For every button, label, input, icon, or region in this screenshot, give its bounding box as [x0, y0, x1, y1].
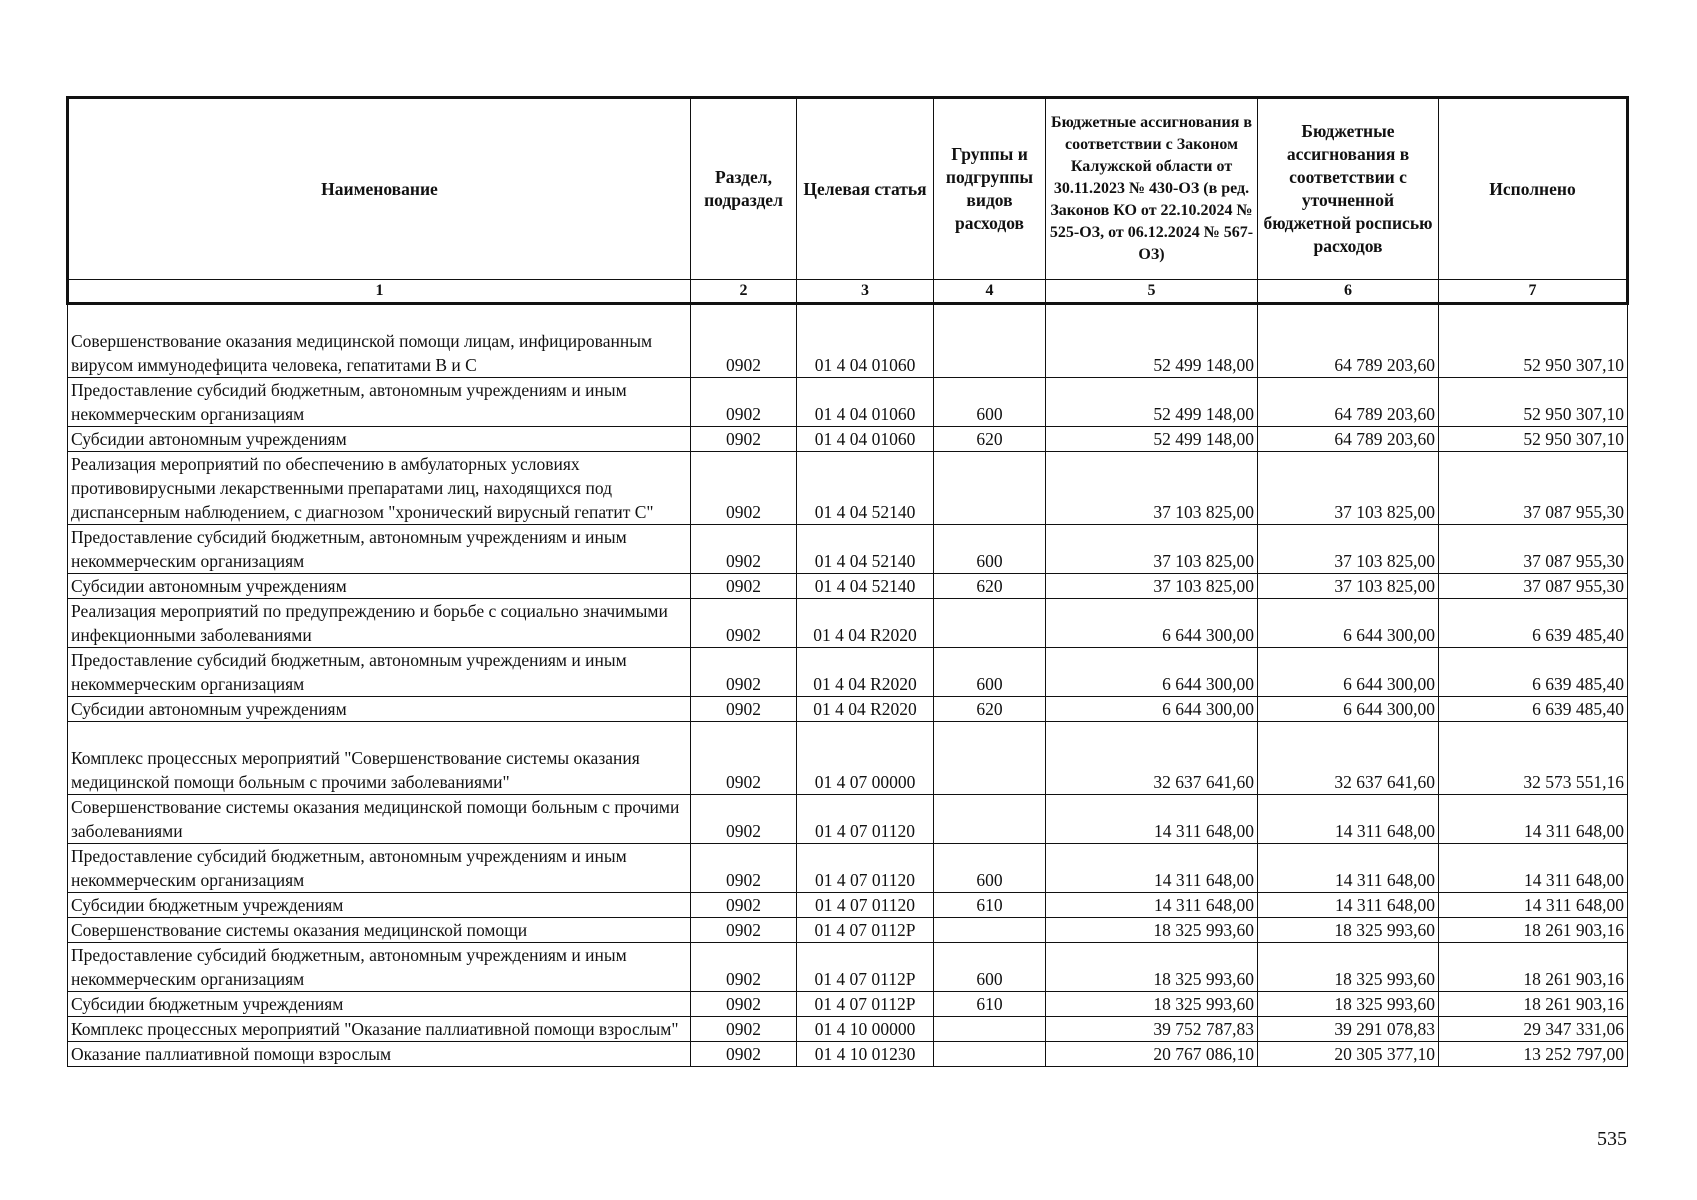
cell-executed: 6 639 485,40: [1439, 697, 1628, 722]
cell-section: 0902: [691, 1042, 797, 1067]
cell-name: Предоставление субсидий бюджетным, автономным учреждениям и иным некоммерческим организациям: [68, 943, 691, 992]
cell-refined-amount: 18 325 993,60: [1258, 943, 1439, 992]
cell-executed: 14 311 648,00: [1439, 795, 1628, 844]
cell-executed: 6 639 485,40: [1439, 599, 1628, 648]
cell-group: 600: [934, 378, 1046, 427]
column-number: 1: [68, 280, 691, 304]
cell-refined-amount: 64 789 203,60: [1258, 304, 1439, 378]
cell-law-amount: 37 103 825,00: [1046, 574, 1258, 599]
cell-section: 0902: [691, 992, 797, 1017]
cell-refined-amount: 37 103 825,00: [1258, 452, 1439, 525]
cell-group: 600: [934, 525, 1046, 574]
cell-section: 0902: [691, 427, 797, 452]
page-number: 535: [1597, 1128, 1627, 1150]
cell-executed: 52 950 307,10: [1439, 378, 1628, 427]
table-row: [68, 574, 1628, 599]
cell-article: 01 4 10 00000: [797, 1017, 934, 1042]
cell-article: 01 4 04 01060: [797, 304, 934, 378]
cell-group: 620: [934, 574, 1046, 599]
cell-refined-amount: 20 305 377,10: [1258, 1042, 1439, 1067]
header-law-amount: Бюджетные ассигнования в соответствии с Законом Калужской области от 30.11.2023 № 430-ОЗ (в ред. Законов КО от 22.10.2024 № 525-ОЗ, от 06.12.2024 № 567-ОЗ): [1046, 98, 1258, 280]
cell-law-amount: 6 644 300,00: [1046, 599, 1258, 648]
table-row: [68, 893, 1628, 918]
cell-group: 600: [934, 648, 1046, 697]
cell-executed: 32 573 551,16: [1439, 722, 1628, 795]
cell-law-amount: 32 637 641,60: [1046, 722, 1258, 795]
cell-law-amount: 14 311 648,00: [1046, 844, 1258, 893]
cell-refined-amount: 14 311 648,00: [1258, 893, 1439, 918]
cell-article: 01 4 04 R2020: [797, 697, 934, 722]
cell-section: 0902: [691, 452, 797, 525]
cell-section: 0902: [691, 525, 797, 574]
column-number: 5: [1046, 280, 1258, 304]
cell-article: 01 4 07 01120: [797, 795, 934, 844]
header-section: Раздел, подраздел: [691, 98, 797, 280]
cell-article: 01 4 07 0112Р: [797, 943, 934, 992]
cell-law-amount: 18 325 993,60: [1046, 918, 1258, 943]
cell-name: Субсидии бюджетным учреждениям: [68, 992, 691, 1017]
cell-section: 0902: [691, 1017, 797, 1042]
cell-name: Предоставление субсидий бюджетным, автономным учреждениям и иным некоммерческим организациям: [68, 844, 691, 893]
cell-name: Предоставление субсидий бюджетным, автономным учреждениям и иным некоммерческим организациям: [68, 648, 691, 697]
cell-law-amount: 6 644 300,00: [1046, 697, 1258, 722]
cell-law-amount: 14 311 648,00: [1046, 795, 1258, 844]
cell-name: Реализация мероприятий по обеспечению в амбулаторных условиях противовирусными лекарственными препаратами лиц, находящихся под диспансерным наблюдением, с диагнозом "хронический вирусный гепатит С": [68, 452, 691, 525]
cell-section: 0902: [691, 599, 797, 648]
cell-law-amount: 52 499 148,00: [1046, 378, 1258, 427]
table-row: [68, 378, 1628, 427]
header-group: Группы и подгруппы видов расходов: [934, 98, 1046, 280]
cell-executed: 52 950 307,10: [1439, 304, 1628, 378]
table-row: [68, 795, 1628, 844]
cell-law-amount: 20 767 086,10: [1046, 1042, 1258, 1067]
cell-article: 01 4 04 01060: [797, 378, 934, 427]
cell-refined-amount: 14 311 648,00: [1258, 844, 1439, 893]
cell-article: 01 4 04 R2020: [797, 648, 934, 697]
cell-refined-amount: 37 103 825,00: [1258, 574, 1439, 599]
cell-refined-amount: 14 311 648,00: [1258, 795, 1439, 844]
cell-group: 610: [934, 992, 1046, 1017]
cell-refined-amount: 37 103 825,00: [1258, 525, 1439, 574]
cell-name: Комплекс процессных мероприятий "Оказание паллиативной помощи взрослым": [68, 1017, 691, 1042]
cell-executed: 14 311 648,00: [1439, 893, 1628, 918]
cell-section: 0902: [691, 304, 797, 378]
cell-executed: 37 087 955,30: [1439, 452, 1628, 525]
cell-article: 01 4 04 52140: [797, 574, 934, 599]
cell-refined-amount: 64 789 203,60: [1258, 378, 1439, 427]
cell-group: [934, 722, 1046, 795]
cell-article: 01 4 04 52140: [797, 525, 934, 574]
cell-executed: 14 311 648,00: [1439, 844, 1628, 893]
table-row: [68, 943, 1628, 992]
cell-section: 0902: [691, 918, 797, 943]
cell-group: [934, 304, 1046, 378]
cell-law-amount: 52 499 148,00: [1046, 427, 1258, 452]
table-row: [68, 697, 1628, 722]
cell-article: 01 4 10 01230: [797, 1042, 934, 1067]
table-row: [68, 844, 1628, 893]
header-refined-amount: Бюджетные ассигнования в соответствии с уточненной бюджетной росписью расходов: [1258, 98, 1439, 280]
table-row: [68, 1042, 1628, 1067]
cell-name: Предоставление субсидий бюджетным, автономным учреждениям и иным некоммерческим организациям: [68, 378, 691, 427]
cell-executed: 52 950 307,10: [1439, 427, 1628, 452]
cell-law-amount: 18 325 993,60: [1046, 992, 1258, 1017]
table-row: [68, 1017, 1628, 1042]
cell-law-amount: 39 752 787,83: [1046, 1017, 1258, 1042]
cell-group: [934, 452, 1046, 525]
cell-refined-amount: 18 325 993,60: [1258, 992, 1439, 1017]
cell-article: 01 4 04 52140: [797, 452, 934, 525]
header-row: [68, 98, 1628, 280]
cell-name: Реализация мероприятий по предупреждению и борьбе с социально значимыми инфекционными заболеваниями: [68, 599, 691, 648]
cell-article: 01 4 04 R2020: [797, 599, 934, 648]
cell-executed: 6 639 485,40: [1439, 648, 1628, 697]
column-number-row: [68, 280, 1628, 304]
cell-law-amount: 37 103 825,00: [1046, 452, 1258, 525]
table-body: [68, 304, 1628, 1067]
cell-section: 0902: [691, 795, 797, 844]
cell-refined-amount: 64 789 203,60: [1258, 427, 1439, 452]
table-row: [68, 427, 1628, 452]
column-number: 7: [1439, 280, 1628, 304]
cell-group: 600: [934, 844, 1046, 893]
cell-article: 01 4 07 0112Р: [797, 992, 934, 1017]
cell-section: 0902: [691, 943, 797, 992]
cell-section: 0902: [691, 697, 797, 722]
cell-name: Совершенствование оказания медицинской помощи лицам, инфицированным вирусом иммунодефицита человека, гепатитами В и С: [68, 304, 691, 378]
cell-law-amount: 18 325 993,60: [1046, 943, 1258, 992]
header-name: Наименование: [68, 98, 691, 280]
cell-refined-amount: 18 325 993,60: [1258, 918, 1439, 943]
cell-law-amount: 6 644 300,00: [1046, 648, 1258, 697]
cell-name: Оказание паллиативной помощи взрослым: [68, 1042, 691, 1067]
cell-executed: 37 087 955,30: [1439, 574, 1628, 599]
table-row: [68, 599, 1628, 648]
cell-group: 620: [934, 697, 1046, 722]
cell-group: [934, 599, 1046, 648]
cell-executed: 13 252 797,00: [1439, 1042, 1628, 1067]
cell-name: Субсидии автономным учреждениям: [68, 697, 691, 722]
cell-executed: 37 087 955,30: [1439, 525, 1628, 574]
cell-section: 0902: [691, 378, 797, 427]
cell-name: Совершенствование системы оказания медицинской помощи больным с прочими заболеваниями: [68, 795, 691, 844]
cell-group: [934, 795, 1046, 844]
cell-group: [934, 918, 1046, 943]
cell-section: 0902: [691, 893, 797, 918]
cell-executed: 18 261 903,16: [1439, 943, 1628, 992]
table-row: [68, 452, 1628, 525]
cell-law-amount: 14 311 648,00: [1046, 893, 1258, 918]
cell-section: 0902: [691, 648, 797, 697]
cell-section: 0902: [691, 722, 797, 795]
table-row: [68, 722, 1628, 795]
column-number: 3: [797, 280, 934, 304]
column-number: 4: [934, 280, 1046, 304]
budget-table: [66, 96, 1629, 1067]
cell-group: [934, 1042, 1046, 1067]
cell-executed: 18 261 903,16: [1439, 918, 1628, 943]
cell-article: 01 4 07 0112Р: [797, 918, 934, 943]
cell-law-amount: 52 499 148,00: [1046, 304, 1258, 378]
cell-refined-amount: 6 644 300,00: [1258, 599, 1439, 648]
cell-name: Субсидии бюджетным учреждениям: [68, 893, 691, 918]
table-row: [68, 992, 1628, 1017]
table-row: [68, 918, 1628, 943]
header-article: Целевая статья: [797, 98, 934, 280]
cell-name: Субсидии автономным учреждениям: [68, 574, 691, 599]
cell-name: Комплекс процессных мероприятий "Совершенствование системы оказания медицинской помощи больным с прочими заболеваниями": [68, 722, 691, 795]
table-row: [68, 525, 1628, 574]
cell-executed: 29 347 331,06: [1439, 1017, 1628, 1042]
cell-name: Совершенствование системы оказания медицинской помощи: [68, 918, 691, 943]
column-number: 6: [1258, 280, 1439, 304]
cell-refined-amount: 6 644 300,00: [1258, 648, 1439, 697]
table-row: [68, 304, 1628, 378]
cell-group: 610: [934, 893, 1046, 918]
cell-refined-amount: 32 637 641,60: [1258, 722, 1439, 795]
cell-article: 01 4 07 01120: [797, 844, 934, 893]
table-row: [68, 648, 1628, 697]
cell-group: 620: [934, 427, 1046, 452]
cell-section: 0902: [691, 574, 797, 599]
cell-article: 01 4 04 01060: [797, 427, 934, 452]
cell-name: Субсидии автономным учреждениям: [68, 427, 691, 452]
cell-law-amount: 37 103 825,00: [1046, 525, 1258, 574]
cell-section: 0902: [691, 844, 797, 893]
cell-group: [934, 1017, 1046, 1042]
cell-name: Предоставление субсидий бюджетным, автономным учреждениям и иным некоммерческим организациям: [68, 525, 691, 574]
cell-refined-amount: 6 644 300,00: [1258, 697, 1439, 722]
cell-group: 600: [934, 943, 1046, 992]
cell-executed: 18 261 903,16: [1439, 992, 1628, 1017]
table-header: [68, 98, 1628, 304]
cell-article: 01 4 07 00000: [797, 722, 934, 795]
cell-refined-amount: 39 291 078,83: [1258, 1017, 1439, 1042]
column-number: 2: [691, 280, 797, 304]
header-executed: Исполнено: [1439, 98, 1628, 280]
cell-article: 01 4 07 01120: [797, 893, 934, 918]
